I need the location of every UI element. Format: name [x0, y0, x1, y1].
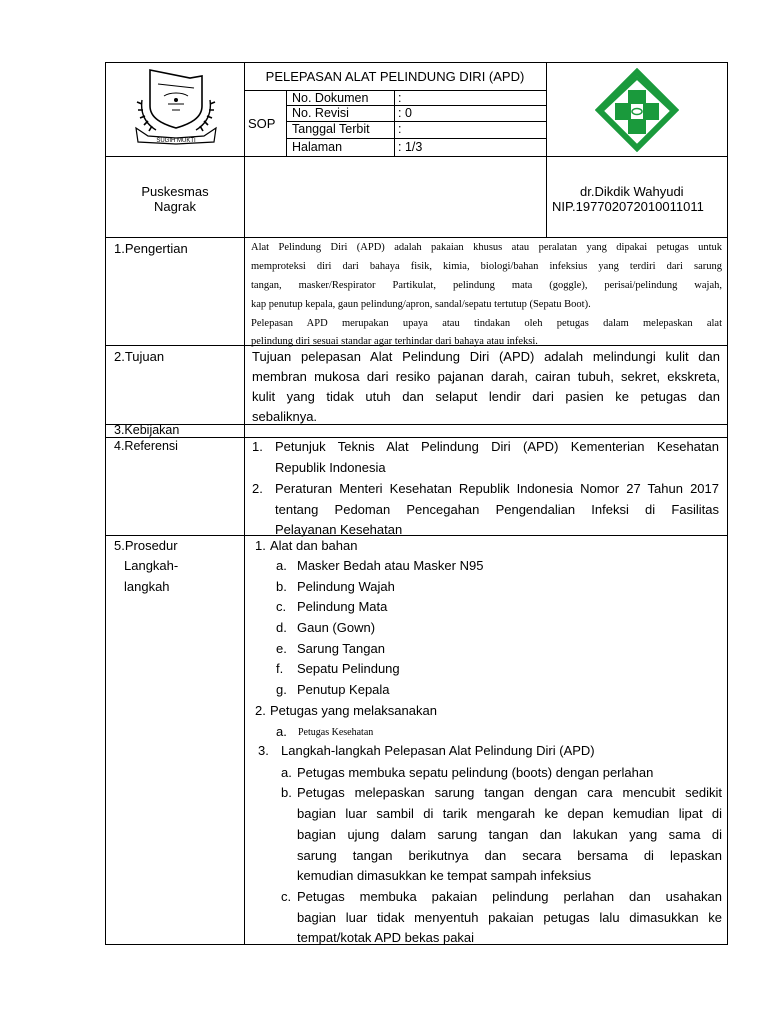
- regional-emblem-logo: [128, 66, 224, 150]
- meta-value: :: [398, 91, 402, 105]
- item-letter: c.: [276, 599, 287, 614]
- referensi-line: Petunjuk Teknis Alat Pelindung Diri (APD) Kementerian Kesehatan: [275, 439, 719, 454]
- item-line: kemudian dimasukkan ke tempat sampah infeksius: [297, 868, 592, 883]
- item-line: bagian luar sambil di tarik mengarah ke depan kemudian lipat di: [297, 806, 722, 821]
- step-number: 2.: [255, 703, 266, 718]
- item-line: bagian ujung dalam sarung tangan dan lakukan yang sama di: [297, 827, 722, 842]
- item-letter: g.: [276, 682, 287, 697]
- logo-banner-text: SUGIH MUKTI: [156, 138, 196, 144]
- referensi-line: tentang Pedoman Pencegahan Pengendalian Infeksi di Fasilitas: [275, 502, 719, 517]
- section-label-prosedur-line3: langkah: [124, 579, 170, 594]
- item-letter: a.: [276, 724, 287, 739]
- item-letter: a.: [281, 765, 292, 780]
- item-letter: b.: [276, 579, 287, 594]
- meta-label: No. Revisi: [292, 106, 349, 120]
- item-text: Sepatu Pelindung: [297, 661, 400, 676]
- item-line: tempat/kotak APD bekas pakai: [297, 930, 475, 945]
- item-line: Petugas membuka pakaian pelindung perlahan dan usahakan: [297, 889, 722, 904]
- item-text: Petugas Kesehatan: [298, 727, 374, 738]
- referensi-line: Peraturan Menteri Kesehatan Republik Indonesia Nomor 27 Tahun 2017: [275, 481, 719, 496]
- step-number: 1.: [255, 538, 266, 553]
- item-text: Penutup Kepala: [297, 682, 390, 697]
- referensi-line: Republik Indonesia: [275, 460, 386, 475]
- meta-label: No. Dokumen: [292, 91, 369, 105]
- tujuan-line: kulit yang tidak utuh dan selaput lendir dari pasien ke petugas dan: [252, 389, 720, 404]
- item-line: sarung tangan berikutnya dan secara bersama di lepaskan: [297, 848, 722, 863]
- step-title: Petugas yang melaksanakan: [270, 703, 437, 718]
- item-letter: d.: [276, 620, 287, 635]
- item-letter: f.: [276, 661, 284, 676]
- signer-name: dr.Dikdik Wahyudi: [580, 184, 684, 199]
- document-title: PELEPASAN ALAT PELINDUNG DIRI (APD): [265, 69, 525, 84]
- step-title: Alat dan bahan: [270, 538, 358, 553]
- puskesmas-name: Puskesmas: [141, 184, 209, 199]
- meta-label: Tanggal Terbit: [292, 122, 370, 136]
- item-text: Pelindung Mata: [297, 599, 388, 614]
- puskesmas-logo: [595, 68, 679, 152]
- tujuan-line: membran mukosa dari resiko pajanan darah, cairan tubuh, sekret, ekskreta,: [252, 369, 720, 384]
- referensi-line: Pelayanan Kesehatan: [275, 522, 403, 537]
- item-letter: e.: [276, 641, 287, 656]
- item-letter: c.: [281, 889, 292, 904]
- item-line: Petugas melepaskan sarung tangan dengan cara mencubit sedikit: [297, 785, 722, 800]
- meta-label: Halaman: [292, 140, 343, 154]
- pengertian-line: Pelepasan APD merupakan upaya atau tindakan oleh petugas dalam melepaskan alat: [251, 318, 722, 329]
- item-text: Gaun (Gown): [297, 620, 376, 635]
- tujuan-line: sebaliknya.: [252, 409, 318, 424]
- pengertian-line: Alat Pelindung Diri (APD) adalah pakaian khusus atau peralatan yang dipakai petugas untuk: [251, 242, 722, 253]
- section-label-pengertian: 1.Pengertian: [114, 241, 188, 256]
- item-text: Petugas membuka sepatu pelindung (boots) dengan perlahan: [297, 765, 654, 780]
- meta-value: : 0: [398, 106, 412, 120]
- item-letter: b.: [281, 785, 292, 800]
- sop-label: SOP: [248, 116, 276, 131]
- item-text: Pelindung Wajah: [297, 579, 395, 594]
- section-label-prosedur: 5.Prosedur: [114, 538, 178, 553]
- section-label-prosedur-line2: Langkah-: [124, 558, 179, 573]
- section-label-referensi: 4.Referensi: [114, 439, 178, 453]
- puskesmas-location: Nagrak: [154, 199, 196, 214]
- referensi-number: 1.: [252, 439, 263, 454]
- step-title: Langkah-langkah Pelepasan Alat Pelindung Diri (APD): [281, 743, 595, 758]
- pengertian-line: kap penutup kepala, gaun pelindung/apron, sandal/sepatu tertutup (Sepatu Boot).: [251, 299, 591, 310]
- signer-nip: NIP.197702072010011011: [552, 199, 704, 214]
- section-label-tujuan: 2.Tujuan: [114, 349, 165, 364]
- pengertian-line: pelindung diri sesuai standar agar terhindar dari bahaya atau infeksi.: [251, 336, 538, 347]
- referensi-number: 2.: [252, 481, 263, 496]
- pengertian-line: memproteksi diri dari bahaya fisik, kimia, biologi/bahan infeksius yang terdiri dari sarung: [251, 261, 722, 272]
- item-text: Masker Bedah atau Masker N95: [297, 558, 484, 573]
- item-line: bagian luar tidak menyentuh pakaian petugas lalu dimasukkan ke: [297, 910, 722, 925]
- item-letter: a.: [276, 558, 287, 573]
- meta-value: : 1/3: [398, 140, 423, 154]
- item-text: Sarung Tangan: [297, 641, 385, 656]
- tujuan-line: Tujuan pelepasan Alat Pelindung Diri (APD) adalah melindungi kulit dan: [252, 349, 720, 364]
- meta-value: :: [398, 122, 402, 136]
- step-number: 3.: [258, 743, 269, 758]
- section-label-kebijakan: 3.Kebijakan: [114, 423, 180, 437]
- pengertian-line: tangan, masker/Respirator Partikulat, pelindung mata (goggle), perisai/pelindung wajah,: [251, 280, 722, 291]
